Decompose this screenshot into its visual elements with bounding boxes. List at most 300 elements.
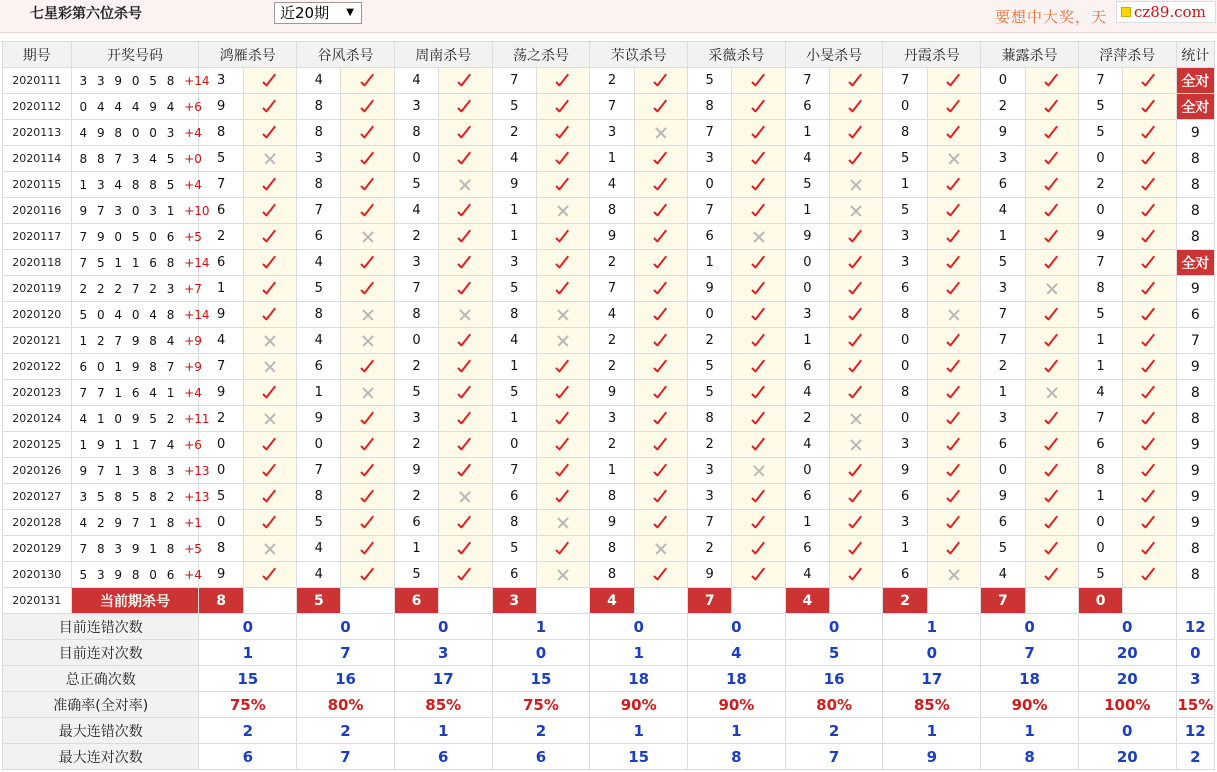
check-icon: [439, 146, 492, 172]
check-icon: [732, 536, 785, 562]
summary-label: 准确率(全对率): [3, 692, 199, 718]
kill-number: 0: [785, 250, 829, 276]
cross-icon: [1025, 276, 1078, 302]
check-icon: [1025, 458, 1078, 484]
kill-number: 6: [492, 484, 536, 510]
check-icon: [341, 354, 394, 380]
check-icon: [1123, 406, 1176, 432]
check-icon: [830, 68, 883, 94]
kill-number: 3: [394, 406, 438, 432]
kill-number: 4: [394, 68, 438, 94]
check-icon: [732, 172, 785, 198]
draw-numbers: [71, 276, 202, 302]
row-stat: 8: [1176, 198, 1214, 224]
issue-number: 2020126: [3, 458, 72, 484]
kill-number: 2: [688, 536, 732, 562]
row-stat: 8: [1176, 380, 1214, 406]
kill-number: 8: [297, 120, 341, 146]
current-kill-number: 8: [199, 588, 243, 614]
draw-sum: +7: [184, 281, 202, 296]
check-icon: [1123, 94, 1176, 120]
check-icon: [439, 380, 492, 406]
check-icon: [536, 484, 589, 510]
draw-sum: +14: [184, 307, 210, 322]
kill-number: 8: [394, 302, 438, 328]
check-icon: [830, 562, 883, 588]
check-icon: [927, 432, 980, 458]
cross-icon: [536, 562, 589, 588]
check-icon: [243, 276, 296, 302]
kill-number: 6: [199, 250, 243, 276]
slogan-text: 要想中大奖，天: [995, 8, 1108, 26]
summary-value: 0: [394, 614, 492, 640]
draw-sum: +4: [184, 385, 202, 400]
cross-icon: [243, 354, 296, 380]
summary-value: 1: [883, 718, 981, 744]
check-icon: [634, 354, 687, 380]
check-icon: [1025, 354, 1078, 380]
check-icon: [439, 328, 492, 354]
summary-value: 0: [981, 614, 1079, 640]
check-icon: [830, 328, 883, 354]
row-stat: 8: [1176, 406, 1214, 432]
draw-sum: +13: [184, 463, 210, 478]
check-icon: [536, 146, 589, 172]
check-icon: [243, 120, 296, 146]
summary-value: 1: [394, 718, 492, 744]
check-icon: [341, 276, 394, 302]
kill-number: 1: [297, 380, 341, 406]
kill-number: 8: [590, 562, 634, 588]
kill-number: 0: [785, 276, 829, 302]
kill-number: 7: [1078, 250, 1122, 276]
current-kill-number: 4: [785, 588, 829, 614]
cross-icon: [341, 224, 394, 250]
summary-value: 1: [590, 640, 688, 666]
check-icon: [1025, 250, 1078, 276]
kill-number: 5: [394, 380, 438, 406]
row-stat: 9: [1176, 510, 1214, 536]
kill-number: 5: [394, 172, 438, 198]
check-icon: [243, 432, 296, 458]
draw-sum: +5: [184, 541, 202, 556]
summary-row: [3, 666, 1215, 692]
kill-number: 7: [1078, 406, 1122, 432]
summary-value: 90%: [688, 692, 786, 718]
summary-total: 15%: [1176, 692, 1214, 718]
check-icon: [243, 224, 296, 250]
check-icon: [243, 250, 296, 276]
logo-square-icon: [1121, 7, 1131, 17]
check-icon: [341, 172, 394, 198]
table-row: [3, 458, 1215, 484]
check-icon: [341, 432, 394, 458]
row-stat: 8: [1176, 146, 1214, 172]
kill-number: 2: [492, 120, 536, 146]
kill-number: 5: [492, 276, 536, 302]
cross-icon: [830, 432, 883, 458]
kill-number: 0: [883, 354, 927, 380]
summary-value: 8: [981, 744, 1079, 770]
header-row: [3, 42, 1215, 68]
draw-digits: 4 1 0 9 5 2: [79, 411, 178, 426]
draw-digits: 1 2 7 9 8 4: [79, 333, 178, 348]
draw-numbers: [71, 120, 202, 146]
table-row: [3, 354, 1215, 380]
check-icon: [732, 510, 785, 536]
kill-number: 3: [785, 302, 829, 328]
kill-number: 9: [590, 510, 634, 536]
kill-number: 0: [981, 458, 1025, 484]
draw-sum: +14: [184, 73, 210, 88]
cross-icon: [439, 302, 492, 328]
kill-number: 6: [785, 536, 829, 562]
check-icon: [732, 276, 785, 302]
kill-number: 0: [394, 328, 438, 354]
check-icon: [634, 94, 687, 120]
summary-value: 2: [785, 718, 883, 744]
check-icon: [439, 510, 492, 536]
draw-numbers: [71, 198, 210, 224]
kill-number: 6: [981, 510, 1025, 536]
check-icon: [1025, 432, 1078, 458]
check-icon: [732, 380, 785, 406]
table-row: [3, 302, 1215, 328]
kill-number: 5: [199, 146, 243, 172]
kill-number: 0: [883, 328, 927, 354]
kill-number: 0: [1078, 510, 1122, 536]
summary-value: 5: [785, 640, 883, 666]
kill-number: 4: [981, 562, 1025, 588]
check-icon: [1123, 510, 1176, 536]
check-icon: [732, 250, 785, 276]
draw-numbers: [71, 224, 202, 250]
kill-number: 5: [394, 562, 438, 588]
kill-number: 7: [199, 354, 243, 380]
kill-number: 0: [199, 432, 243, 458]
check-icon: [1123, 224, 1176, 250]
check-icon: [1025, 406, 1078, 432]
check-icon: [1123, 68, 1176, 94]
check-icon: [1123, 354, 1176, 380]
cross-icon: [927, 562, 980, 588]
kill-number: 5: [297, 510, 341, 536]
cross-icon: [830, 172, 883, 198]
cross-icon: [830, 198, 883, 224]
site-logo[interactable]: [1116, 1, 1216, 23]
draw-numbers: [71, 484, 210, 510]
col-header-expert: 采薇杀号: [688, 42, 786, 68]
kill-number: 4: [785, 146, 829, 172]
kill-number: 8: [688, 406, 732, 432]
kill-number: 2: [981, 94, 1025, 120]
row-stat: 全对: [1176, 68, 1214, 94]
kill-number: 6: [199, 198, 243, 224]
draw-sum: +6: [184, 437, 202, 452]
kill-number: 9: [199, 380, 243, 406]
kill-number: 9: [1078, 224, 1122, 250]
issue-number: 2020124: [3, 406, 72, 432]
col-header-draw: 开奖号码: [71, 42, 199, 68]
kill-number: 6: [1078, 432, 1122, 458]
kill-number: 3: [981, 146, 1025, 172]
check-icon: [1123, 198, 1176, 224]
summary-value: 90%: [981, 692, 1079, 718]
draw-sum: +4: [184, 567, 202, 582]
check-icon: [732, 120, 785, 146]
check-icon: [927, 536, 980, 562]
kill-number: 4: [297, 536, 341, 562]
check-icon: [1123, 302, 1176, 328]
check-icon: [1123, 536, 1176, 562]
summary-value: 7: [785, 744, 883, 770]
summary-label: 目前连对次数: [3, 640, 199, 666]
draw-digits: 1 3 4 8 8 5: [79, 177, 178, 192]
check-icon: [732, 94, 785, 120]
kill-number: 9: [981, 120, 1025, 146]
summary-value: 20: [1078, 744, 1176, 770]
check-icon: [830, 120, 883, 146]
kill-number: 7: [492, 458, 536, 484]
check-icon: [927, 354, 980, 380]
check-icon: [927, 510, 980, 536]
kill-number: 8: [492, 510, 536, 536]
kill-number: 0: [1078, 536, 1122, 562]
check-icon: [1025, 562, 1078, 588]
summary-value: 17: [394, 666, 492, 692]
kill-number: 8: [1078, 276, 1122, 302]
kill-number: 0: [1078, 198, 1122, 224]
kill-number: 2: [1078, 172, 1122, 198]
check-icon: [1025, 68, 1078, 94]
row-stat: 7: [1176, 328, 1214, 354]
draw-numbers: [71, 250, 210, 276]
cross-icon: [341, 302, 394, 328]
check-icon: [536, 406, 589, 432]
check-icon: [634, 484, 687, 510]
kill-number: 0: [688, 302, 732, 328]
kill-number: 1: [688, 250, 732, 276]
check-icon: [1123, 328, 1176, 354]
check-icon: [439, 94, 492, 120]
check-icon: [732, 484, 785, 510]
kill-number: 3: [492, 250, 536, 276]
check-icon: [1123, 276, 1176, 302]
summary-value: 0: [492, 640, 590, 666]
table-row: [3, 172, 1215, 198]
kill-number: 7: [883, 68, 927, 94]
summary-value: 90%: [590, 692, 688, 718]
summary-value: 1: [590, 718, 688, 744]
row-stat: 8: [1176, 562, 1214, 588]
kill-number: 7: [1078, 68, 1122, 94]
draw-sum: +11: [184, 411, 210, 426]
cross-icon: [243, 536, 296, 562]
summary-value: 0: [1078, 614, 1176, 640]
row-stat: 全对: [1176, 94, 1214, 120]
draw-numbers: [71, 510, 202, 536]
summary-value: 15: [492, 666, 590, 692]
check-icon: [927, 484, 980, 510]
table-row: [3, 380, 1215, 406]
kill-number: 5: [492, 94, 536, 120]
kill-number: 3: [981, 406, 1025, 432]
check-icon: [341, 484, 394, 510]
check-icon: [439, 224, 492, 250]
kill-number: 5: [688, 354, 732, 380]
current-kill-number: 4: [590, 588, 634, 614]
check-icon: [732, 562, 785, 588]
current-kill-number: 6: [394, 588, 438, 614]
issue-number: 2020130: [3, 562, 72, 588]
check-icon: [634, 198, 687, 224]
kill-number: 4: [492, 146, 536, 172]
draw-sum: +14: [184, 255, 210, 270]
check-icon: [536, 458, 589, 484]
row-stat: 8: [1176, 224, 1214, 250]
kill-number: 1: [590, 146, 634, 172]
kill-number: 7: [297, 458, 341, 484]
draw-digits: 9 7 3 0 3 1: [79, 203, 178, 218]
draw-sum: +5: [184, 229, 202, 244]
summary-value: 9: [883, 744, 981, 770]
kill-number: 8: [1078, 458, 1122, 484]
col-header-expert: 周南杀号: [394, 42, 492, 68]
kill-number: 1: [590, 458, 634, 484]
check-icon: [634, 250, 687, 276]
kill-number: 5: [297, 276, 341, 302]
draw-numbers: [71, 172, 202, 198]
draw-digits: 4 9 8 0 0 3: [79, 125, 178, 140]
check-icon: [634, 172, 687, 198]
col-header-expert: 小旻杀号: [785, 42, 883, 68]
table-row: [3, 328, 1215, 354]
check-icon: [1025, 302, 1078, 328]
cross-icon: [243, 406, 296, 432]
check-icon: [1025, 224, 1078, 250]
kill-number: 8: [883, 120, 927, 146]
table-row: [3, 510, 1215, 536]
kill-number: 4: [785, 562, 829, 588]
table-row: [3, 68, 1215, 94]
draw-sum: +9: [184, 333, 202, 348]
kill-number: 6: [297, 354, 341, 380]
current-kill-number: 7: [981, 588, 1025, 614]
check-icon: [536, 536, 589, 562]
check-icon: [243, 380, 296, 406]
kill-number: 0: [297, 432, 341, 458]
kill-number: 6: [883, 484, 927, 510]
check-icon: [732, 302, 785, 328]
summary-value: 0: [883, 640, 981, 666]
summary-value: 2: [492, 718, 590, 744]
draw-numbers: [71, 562, 202, 588]
kill-number: 0: [981, 68, 1025, 94]
check-icon: [634, 68, 687, 94]
kill-number: 2: [688, 328, 732, 354]
kill-number: 2: [981, 354, 1025, 380]
cross-icon: [243, 328, 296, 354]
kill-number: 7: [492, 68, 536, 94]
kill-number: 9: [688, 276, 732, 302]
draw-sum: +10: [184, 203, 210, 218]
row-stat: 9: [1176, 276, 1214, 302]
check-icon: [341, 94, 394, 120]
check-icon: [243, 68, 296, 94]
kill-number: 1: [394, 536, 438, 562]
check-icon: [927, 458, 980, 484]
draw-numbers: [71, 458, 210, 484]
row-stat: 9: [1176, 432, 1214, 458]
kill-number: 6: [297, 224, 341, 250]
check-icon: [1123, 432, 1176, 458]
kill-number: 3: [297, 146, 341, 172]
draw-sum: +6: [184, 99, 202, 114]
kill-number: 5: [492, 380, 536, 406]
kill-number: 1: [492, 224, 536, 250]
kill-number: 1: [981, 224, 1025, 250]
table-row: [3, 198, 1215, 224]
kill-number: 3: [590, 120, 634, 146]
check-icon: [243, 510, 296, 536]
check-icon: [732, 432, 785, 458]
kill-number: 3: [688, 146, 732, 172]
check-icon: [1025, 94, 1078, 120]
check-icon: [1025, 536, 1078, 562]
table-row: [3, 276, 1215, 302]
summary-row: [3, 692, 1215, 718]
check-icon: [341, 536, 394, 562]
col-header-expert: 浮萍杀号: [1078, 42, 1176, 68]
check-icon: [927, 68, 980, 94]
period-select[interactable]: [274, 2, 362, 24]
draw-sum: +1: [184, 515, 202, 530]
summary-row: [3, 744, 1215, 770]
summary-value: 80%: [785, 692, 883, 718]
issue-number: 2020118: [3, 250, 72, 276]
check-icon: [341, 406, 394, 432]
kill-number: 5: [883, 146, 927, 172]
check-icon: [536, 432, 589, 458]
table-row: [3, 432, 1215, 458]
summary-value: 18: [688, 666, 786, 692]
current-kill-number: 0: [1078, 588, 1122, 614]
cross-icon: [830, 406, 883, 432]
check-icon: [243, 458, 296, 484]
summary-value: 1: [883, 614, 981, 640]
summary-value: 2: [297, 718, 395, 744]
kill-number: 8: [199, 120, 243, 146]
draw-numbers: [71, 328, 202, 354]
draw-sum: +0: [184, 151, 202, 166]
cross-icon: [927, 146, 980, 172]
check-icon: [536, 94, 589, 120]
draw-numbers: [71, 146, 202, 172]
kill-number: 1: [785, 328, 829, 354]
cross-icon: [439, 484, 492, 510]
kill-number: 7: [590, 276, 634, 302]
kill-number: 6: [492, 562, 536, 588]
table-row: [3, 120, 1215, 146]
summary-value: 80%: [297, 692, 395, 718]
summary-label: 最大连错次数: [3, 718, 199, 744]
check-icon: [830, 484, 883, 510]
check-icon: [536, 224, 589, 250]
kill-number: 9: [492, 172, 536, 198]
kill-number: 5: [492, 536, 536, 562]
kill-number: 2: [590, 68, 634, 94]
check-icon: [243, 562, 296, 588]
